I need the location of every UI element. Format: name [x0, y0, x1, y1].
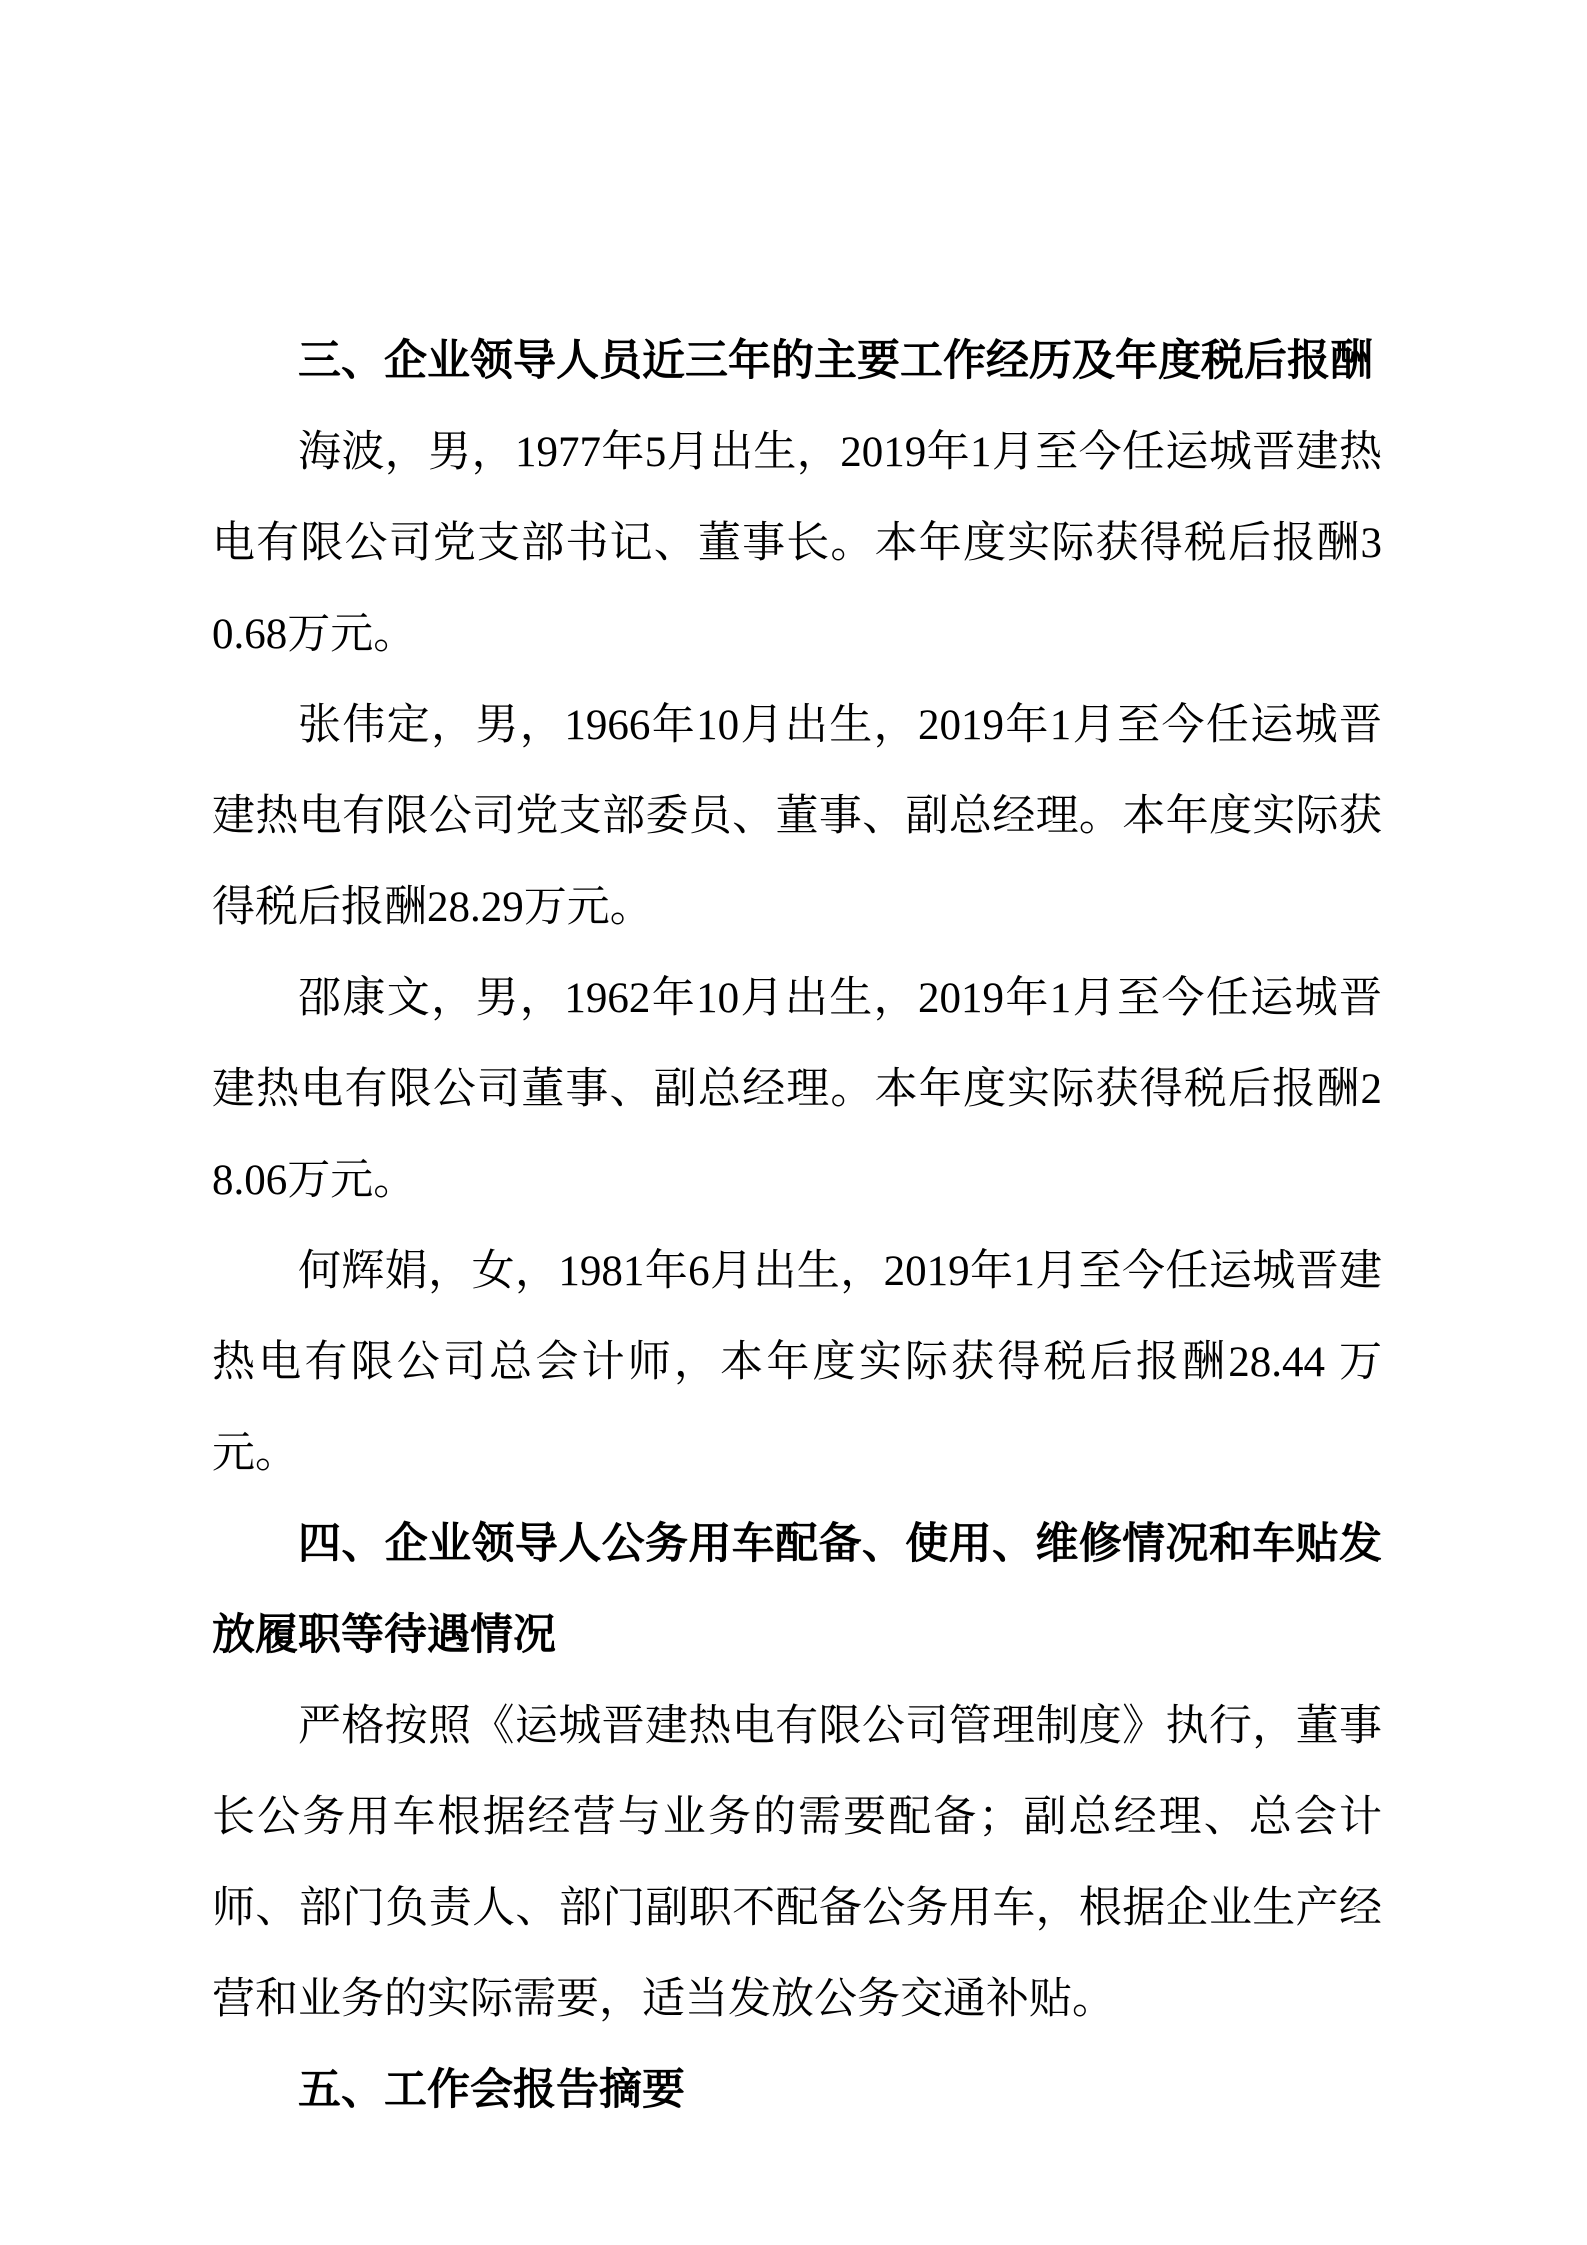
paragraph-shaokangwen: 邵康文，男，1962年10月出生，2019年1月至今任运城晋建热电有限公司董事、副总经理。本年度实际获得税后报酬28.06万元。	[212, 975, 1382, 1204]
paragraph-zhangweiding: 张伟定，男，1966年10月出生，2019年1月至今任运城晋建热电有限公司党支部委员、董事、副总经理。本年度实际获得税后报酬28.29万元。	[212, 702, 1382, 931]
section-heading-work-meeting-report-summary: 五、工作会报告摘要	[298, 2066, 685, 2114]
paragraph-haibo: 海波，男，1977年5月出生，2019年1月至今任运城晋建热电有限公司党支部书记、董事长。本年度实际获得税后报酬30.68万元。	[212, 429, 1382, 658]
paragraph-hehuijuan: 何辉娟，女，1981年6月出生，2019年1月至今任运城晋建热电有限公司总会计师，本年度实际获得税后报酬28.44 万元。	[212, 1248, 1382, 1477]
paragraph-vehicle-policy: 严格按照《运城晋建热电有限公司管理制度》执行，董事长公务用车根据经营与业务的需要配备；副总经理、总会计师、部门负责人、部门副职不配备公务用车，根据企业生产经营和业务的实际需要，适当发放公务交通补贴。	[212, 1703, 1382, 2023]
section-heading-official-vehicles: 四、企业领导人公务用车配备、使用、维修情况和车贴发放履职等待遇情况	[212, 1520, 1382, 1659]
section-heading-leaders-work-experience: 三、企业领导人员近三年的主要工作经历及年度税后报酬	[298, 337, 1373, 385]
